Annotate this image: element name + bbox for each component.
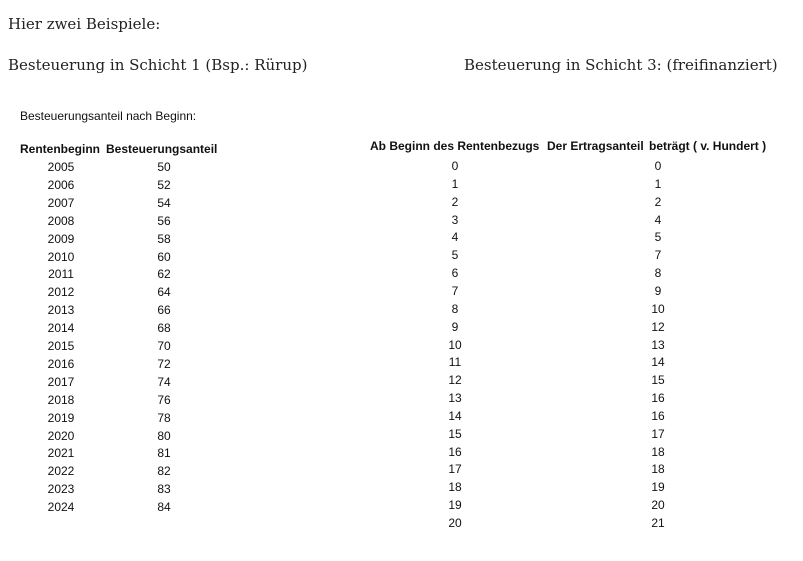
table-cell-value: 64 [157, 285, 171, 300]
table-cell-value: 12 [651, 319, 665, 334]
table-cell-key: 2017 [47, 374, 75, 389]
table-cell-value: 14 [651, 355, 665, 370]
table-cell-value: 7 [654, 248, 662, 263]
table-cell-key: 2016 [47, 356, 75, 371]
table-cell-value: 2 [654, 194, 662, 209]
table-cell-key: 8 [451, 301, 459, 316]
table-cell-key: 2014 [47, 321, 75, 336]
table-cell-key: 11 [448, 355, 462, 370]
table-cell-key: 4 [451, 230, 459, 245]
table-cell-value: 68 [157, 321, 171, 336]
table-cell-value: 81 [157, 446, 171, 461]
table-cell-key: 2024 [47, 500, 75, 515]
table-cell-value: 84 [157, 500, 171, 515]
table-cell-value: 78 [157, 410, 171, 425]
table-cell-key: 0 [451, 159, 459, 173]
table-cell-value: 16 [651, 391, 665, 406]
table-cell-value: 54 [157, 195, 171, 210]
table-cell-key: 19 [448, 498, 462, 513]
table-cell-value: 20 [651, 498, 665, 513]
table-cell-value: 52 [157, 177, 171, 192]
table-cell-key: 2019 [47, 410, 75, 425]
table-cell-value: 5 [654, 230, 662, 245]
table-cell-key: 2015 [47, 339, 75, 353]
table-cell-key: 9 [451, 319, 459, 334]
table-cell-key: 2020 [47, 428, 75, 443]
besteuerungsanteil-caption: Besteuerungsanteil nach Beginn: [20, 109, 197, 123]
header-ab-beginn: Ab Beginn des Rentenbezugs [370, 139, 540, 153]
table-cell-value: 10 [651, 301, 665, 316]
table-cell-value: 9 [654, 283, 662, 298]
table-cell-value: 18 [651, 462, 665, 477]
table-cell-value: 13 [651, 337, 665, 352]
table-cell-key: 13 [448, 391, 462, 406]
table-cell-key: 10 [448, 337, 462, 352]
table-cell-value: 8 [654, 266, 662, 281]
table-cell-value: 18 [651, 444, 665, 459]
table-cell-key: 14 [448, 408, 462, 423]
table-cell-key: 1 [451, 176, 459, 191]
intro-text: Hier zwei Beispiele: [8, 15, 161, 33]
table-cell-value: 74 [157, 374, 171, 389]
table-cell-key: 2009 [47, 231, 75, 246]
table-cell-key: 17 [448, 462, 462, 477]
table-cell-value: 70 [157, 339, 171, 353]
table-cell-key: 5 [451, 248, 459, 263]
table-cell-key: 7 [451, 283, 459, 298]
table-cell-key: 2022 [47, 464, 75, 479]
table-cell-value: 80 [157, 428, 171, 443]
table-cell-key: 2012 [47, 285, 75, 300]
table-cell-value: 62 [157, 267, 171, 282]
table-cell-value: 76 [157, 392, 171, 407]
schicht1-title: Besteuerung in Schicht 1 (Bsp.: Rürup) [8, 56, 308, 74]
table-cell-key: 20 [448, 516, 462, 530]
table-cell-value: 16 [651, 408, 665, 423]
table-cell-key: 2023 [47, 482, 75, 497]
table-cell-key: 2006 [47, 177, 75, 192]
table-cell-key: 2010 [47, 249, 75, 264]
table-cell-value: 15 [651, 373, 665, 388]
table-cell-key: 3 [451, 212, 459, 227]
table-cell-key: 6 [451, 266, 459, 281]
header-rentenbeginn: Rentenbeginn [20, 142, 100, 156]
table-cell-value: 50 [157, 160, 171, 174]
table-cell-value: 56 [157, 213, 171, 228]
table-cell-value: 21 [651, 516, 665, 530]
table-cell-value: 0 [654, 159, 662, 173]
table-cell-value: 72 [157, 356, 171, 371]
table-cell-value: 83 [157, 482, 171, 497]
table-cell-value: 60 [157, 249, 171, 264]
table-cell-key: 2005 [47, 160, 75, 174]
schicht3-title: Besteuerung in Schicht 3: (freifinanziert) [464, 56, 778, 74]
table-cell-key: 16 [448, 444, 462, 459]
header-ertragsanteil: Der Ertragsanteil [547, 139, 644, 153]
table-cell-value: 1 [654, 176, 662, 191]
table-cell-value: 19 [651, 480, 665, 495]
table-cell-value: 17 [651, 426, 665, 441]
table-cell-key: 2007 [47, 195, 75, 210]
table-cell-key: 2018 [47, 392, 75, 407]
header-besteuerungsanteil: Besteuerungsanteil [106, 142, 218, 156]
table-cell-key: 15 [448, 426, 462, 441]
table-cell-key: 2013 [47, 303, 75, 318]
table-cell-key: 2011 [48, 267, 74, 282]
table-cell-value: 58 [157, 231, 171, 246]
table-cell-key: 2008 [47, 213, 75, 228]
table-cell-key: 18 [448, 480, 462, 495]
header-betraegt: beträgt ( v. Hundert ) [649, 139, 767, 153]
table-cell-value: 66 [157, 303, 171, 318]
table-cell-value: 4 [654, 212, 662, 227]
table-cell-key: 2021 [47, 446, 75, 461]
table-cell-key: 2 [451, 194, 459, 209]
table-cell-value: 82 [157, 464, 171, 479]
table-cell-key: 12 [448, 373, 462, 388]
